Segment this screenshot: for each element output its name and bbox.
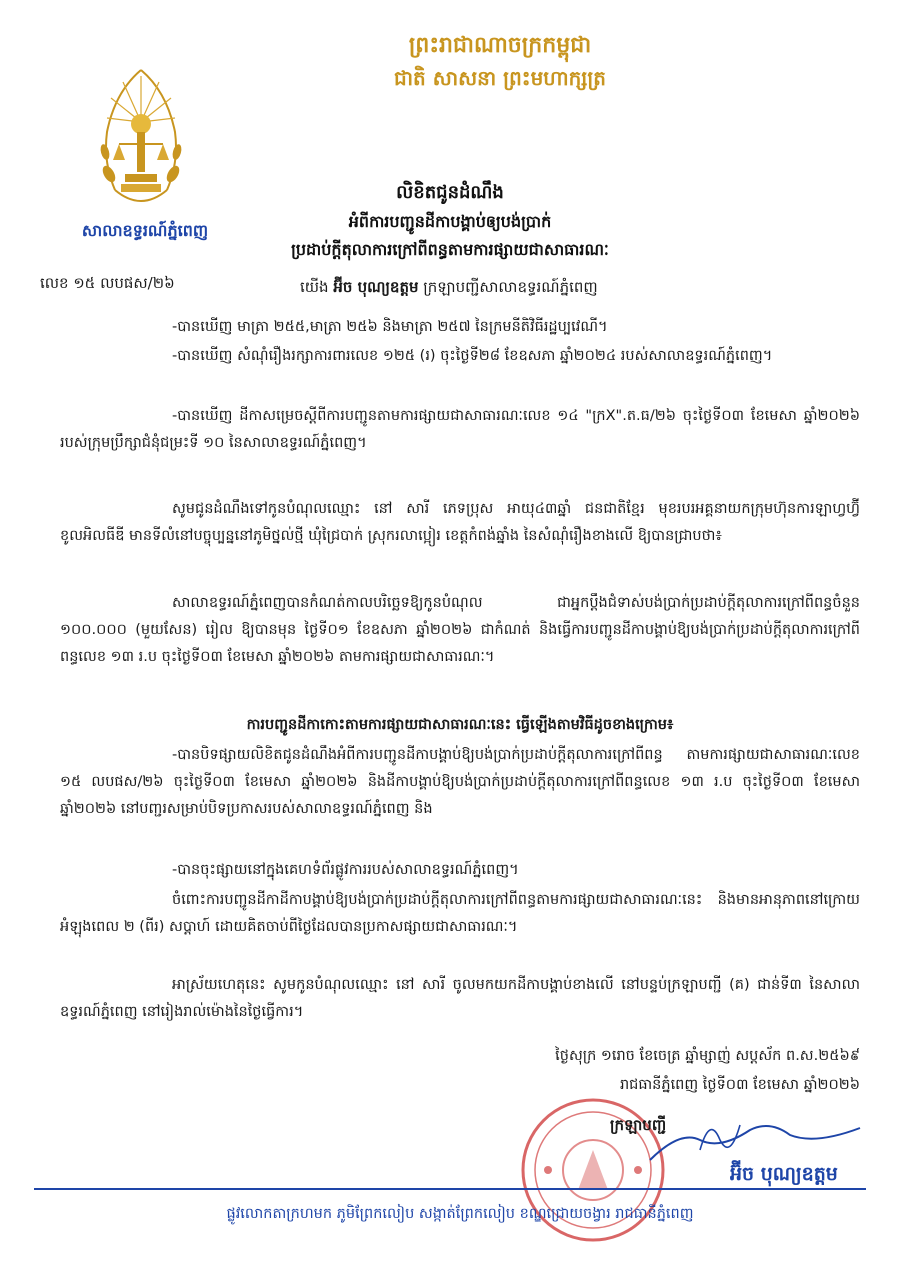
paragraph-10: អាស្រ័យហេតុនេះ សូមកូនបំណុលឈ្មោះ នៅ សារី ចូលមកយកដីកាបង្គាប់ខាងលើ នៅបន្ទប់ក្រឡាបញ្ជី (គ) ជាន់ទី៣ នៃសាលាឧទ្ធរណ៍ភ្នំពេញ នៅរៀងរាល់ម៉ោងនៃថ្ងៃធ្វើការ។ bbox=[60, 977, 860, 1020]
lunar-date: ថ្ងៃសុក្រ ១រោច ខែចេត្រ ឆ្នាំម្សាញ់ សប្តស័ក ព.ស.២៥៦៩ bbox=[555, 1048, 860, 1064]
signer-name: អ៊ីច បុណ្យឧត្តម bbox=[730, 1163, 838, 1185]
footer-address: ផ្លូវលោកតាក្រហមក ភូមិព្រែកលៀប សង្កាត់ព្រែកលៀប ខណ្ឌជ្រោយចង្វារ រាជធានីភ្នំពេញ bbox=[226, 1206, 694, 1222]
signer-title: ក្រឡាបញ្ជី bbox=[610, 1116, 667, 1134]
kingdom-title: ព្រះរាជាណាចក្រកម្ពុជា bbox=[408, 32, 592, 58]
title-line-3: ប្រដាប់ក្តីតុលាការក្រៅពីពន្ធតាមការផ្សាយជាសាធារណៈ bbox=[291, 240, 609, 259]
title-line-2: អំពីការបញ្ជូនដីកាបង្គាប់ឲ្យបង់ប្រាក់ bbox=[348, 212, 552, 231]
paragraph-3: -បានឃើញ ដីកាសម្រេចស្តីពីការបញ្ជូនតាមការផ្សាយជាសាធារណៈលេខ ១៤ "ក្រX".ត.ធ/២៦ ចុះថ្ងៃទី០៣ ខែមេសា ឆ្នាំ២០២៦ របស់ក្រុមប្រឹក្សាជំនុំជម្រះទី ១០ នៃសាលាឧទ្ធរណ៍ភ្នំពេញ។ bbox=[60, 408, 860, 451]
document-title bbox=[220, 178, 680, 259]
handwritten-signature bbox=[640, 1110, 870, 1170]
reference-number: លេខ ១៥ លបផស/២៦ bbox=[40, 274, 175, 292]
paragraph-8: -បានចុះផ្សាយនៅក្នុងគេហទំព័រផ្លូវការរបស់សាលាឧទ្ធរណ៍ភ្នំពេញ។ bbox=[172, 862, 519, 878]
paragraph-5: សាលាឧទ្ធរណ៍ភ្នំពេញបានកំណត់កាលបរិច្ឆេទឱ្យកូនបំណុល ជាអ្នកប្តឹងជំទាស់បង់ប្រាក់ប្រដាប់ក្តីតុលាការក្រៅពីពន្ធចំនួន ១០០.០០០ (មួយសែន) រៀល ឱ្យបានមុន ថ្ងៃទី០១ ខែឧសភា ឆ្នាំ២០២៦ ជាកំណត់ និងធ្វើការបញ្ជូនដីកាបង្គាប់ឱ្យបង់ប្រាក់ប្រដាប់ក្តីតុលាការក្រៅពីពន្ធលេខ ១៣ រ.ប ចុះថ្ងៃទី០៣ ខែមេសា ឆ្នាំ២០២៦ តាមការផ្សាយជាសាធារណៈ។ bbox=[60, 595, 860, 665]
speaker-role: ក្រឡាបញ្ជីសាលាឧទ្ធរណ៍ភ្នំពេញ bbox=[423, 278, 598, 296]
paragraph-2: -បានឃើញ សំណុំរឿងរក្សាការពារលេខ ១២៥ (រ) ចុះថ្ងៃទី២៨ ខែឧសភា ឆ្នាំ២០២៤ របស់សាលាឧទ្ធរណ៍ភ្នំពេញ។ bbox=[172, 348, 773, 364]
speaker-prefix: យើង bbox=[300, 278, 329, 296]
speaker-line bbox=[300, 278, 598, 300]
paragraph-6: ការបញ្ជូនដីកាកោះតាមការផ្សាយជាសាធារណៈនេះ ធ្វើឡើងតាមវិធីដូចខាងក្រោម៖ bbox=[246, 717, 674, 733]
paragraph-4: សូមជូនដំណឹងទៅកូនបំណុលឈ្មោះ នៅ សារី ភេទប្រុស អាយុ៤៣ឆ្នាំ ជនជាតិខ្មែរ មុខរបរអគ្គនាយកក្រុមហ៊ុនការឡាហ្វហ្វ៊ី ខូលអិលធីឌី មានទីលំនៅបច្ចុប្បន្ននៅភូមិថ្នល់ថ្មី ឃុំជ្រៃបាក់ ស្រុករលាប្អៀរ ខេត្តកំពង់ឆ្នាំង នៃសំណុំរឿងខាងលើ ឱ្យបានជ្រាបថា៖ bbox=[60, 501, 860, 544]
title-line-1: លិខិតជូនដំណឹង bbox=[396, 182, 504, 203]
court-name: សាលាឧទ្ធរណ៍ភ្នំពេញ bbox=[81, 221, 209, 240]
court-emblem-icon bbox=[85, 62, 197, 222]
solar-date: រាជធានីភ្នំពេញ ថ្ងៃទី០៣ ខែមេសា ឆ្នាំ២០២៦ bbox=[619, 1077, 860, 1093]
kingdom-motto: ជាតិ សាសនា ព្រះមហាក្សត្រ bbox=[394, 66, 606, 90]
paragraph-7: -បានបិទផ្សាយលិខិតជូនដំណឹងអំពីការបញ្ជូនដីកាបង្គាប់ឱ្យបង់ប្រាក់ប្រដាប់ក្តីតុលាការក្រៅពីពន្ធ តាមការផ្សាយជាសាធារណៈលេខ ១៥ លបផស/២៦ ចុះថ្ងៃទី០៣ ខែមេសា ឆ្នាំ២០២៦ និងដីកាបង្គាប់ឱ្យបង់ប្រាក់ប្រដាប់ក្តីតុលាការក្រៅពីពន្ធលេខ ១៣ រ.ប ចុះថ្ងៃទី០៣ ខែមេសា ឆ្នាំ២០២៦ នៅបញ្ជរសម្រាប់បិទប្រកាសរបស់សាលាឧទ្ធរណ៍ភ្នំពេញ និង bbox=[60, 747, 860, 817]
kingdom-header bbox=[300, 28, 700, 94]
paragraph-1: -បានឃើញ មាត្រា ២៥៥,មាត្រា ២៥៦ និងមាត្រា ២៥៧ នៃក្រមនីតិវិធីរដ្ឋប្បវេណី។ bbox=[172, 319, 608, 335]
speaker-name: អ៊ីច បុណ្យឧត្តម bbox=[333, 278, 419, 296]
footer-divider bbox=[34, 1188, 866, 1190]
paragraph-9: ចំពោះការបញ្ជូនដីកាដីកាបង្គាប់ឱ្យបង់ប្រាក់ប្រដាប់ក្តីតុលាការក្រៅពីពន្ធតាមការផ្សាយជាសាធារណៈនេះ និងមានអានុភាពនៅក្រោយអំឡុងពេល ២ (ពីរ) សប្តាហ៍ ដោយគិតចាប់ពីថ្ងៃដែលបានប្រកាសផ្សាយជាសាធារណៈ។ bbox=[60, 892, 860, 935]
